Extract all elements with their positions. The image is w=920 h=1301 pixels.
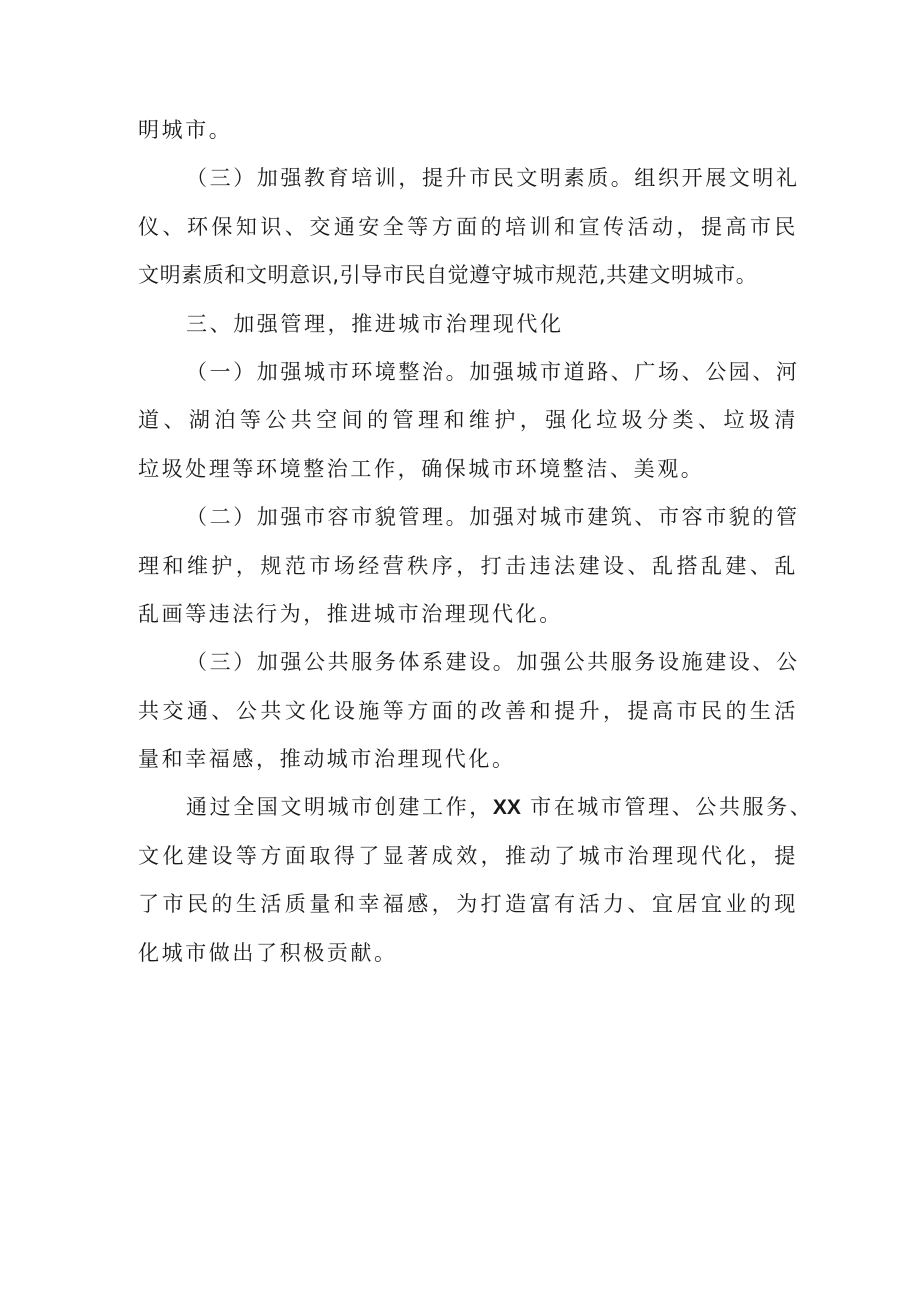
- paragraph-line: （一）加强城市环境整治。加强城市道路、广场、公园、河: [186, 359, 800, 384]
- paragraph-line: 共交通、公共文化设施等方面的改善和提升，提高市民的生活: [138, 698, 798, 723]
- paragraph-line: 道、湖泊等公共空间的管理和维护，强化垃圾分类、垃圾清: [138, 408, 798, 433]
- paragraph-line: 了市民的生活质量和幸福感，为打造富有活力、宜居宜业的现: [138, 892, 798, 917]
- paragraph-line: 文明素质和文明意识,引导市民自觉遵守城市规范,共建文明城市。: [138, 263, 758, 288]
- paragraph-line: 理和维护，规范市场经营秩序，打击违法建设、乱搭乱建、乱: [138, 553, 798, 578]
- paragraph-line: 垃圾处理等环境整治工作，确保城市环境整洁、美观。: [138, 456, 705, 481]
- paragraph-text: 市在城市管理、公共服务、: [520, 795, 814, 820]
- paragraph-line: 文化建设等方面取得了显著成效，推动了城市治理现代化，提: [138, 843, 798, 868]
- paragraph-line: （二）加强市容市貌管理。加强对城市建筑、市容市貌的管: [186, 505, 800, 530]
- paragraph-line: （三）加强公共服务体系建设。加强公共服务设施建设、公: [186, 650, 800, 675]
- paragraph-line: 化城市做出了积极贡献。: [138, 940, 398, 965]
- paragraph-continuation-line: 明城市。: [138, 118, 233, 142]
- document-body: [138, 106, 814, 977]
- paragraph-line: [138, 783, 814, 831]
- paragraph-line: （三）加强教育培训，提升市民文明素质。组织开展文明礼: [186, 166, 800, 191]
- city-placeholder: XX: [492, 796, 521, 820]
- section-heading: 三、加强管理，推进城市治理现代化: [186, 311, 564, 336]
- paragraph-line: 乱画等违法行为，推进城市治理现代化。: [138, 601, 563, 626]
- paragraph-line: 仪、环保知识、交通安全等方面的培训和宣传活动，提高市民: [138, 214, 798, 239]
- paragraph-text: 通过全国文明城市创建工作，: [186, 795, 493, 820]
- paragraph-line: 量和幸福感，推动城市治理现代化。: [138, 747, 516, 772]
